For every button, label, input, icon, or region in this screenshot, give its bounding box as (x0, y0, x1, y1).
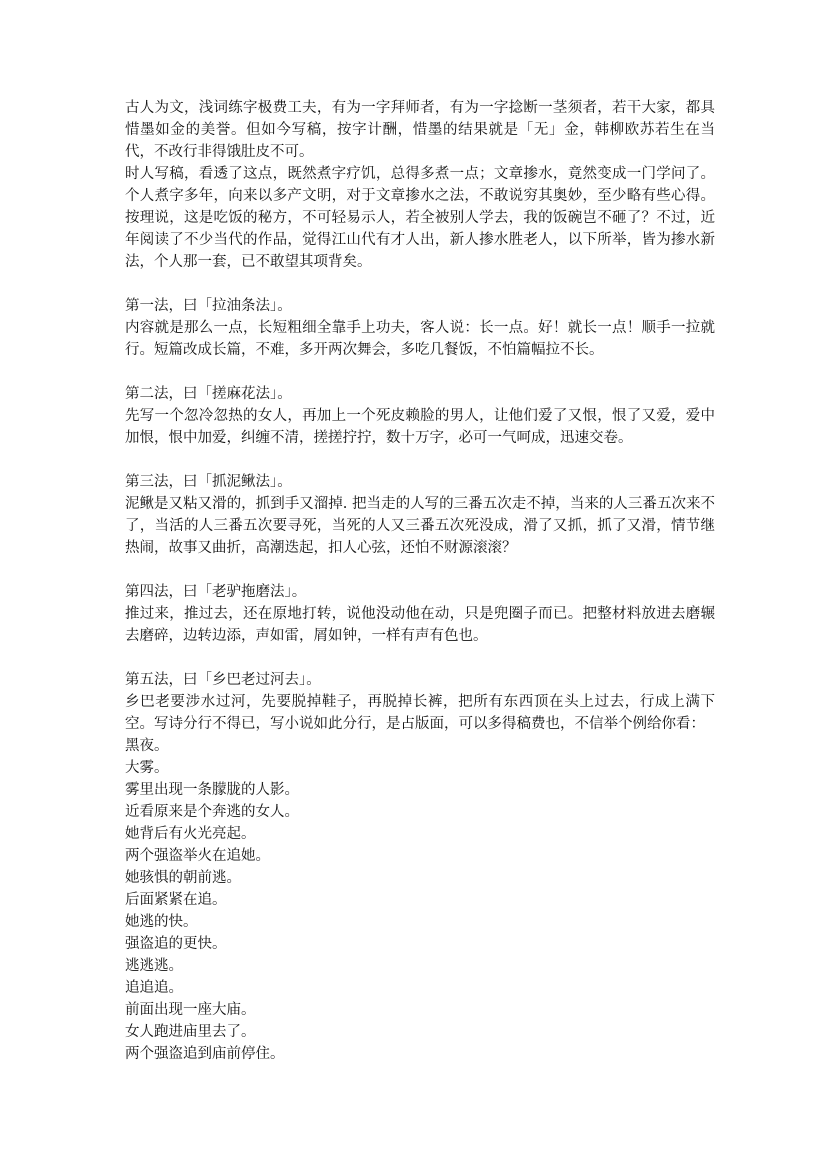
example-line: 黑夜。 (125, 738, 169, 754)
example-line: 逃逃逃。 (125, 958, 183, 974)
example-line: 她背后有火光亮起。 (125, 826, 256, 842)
section-4-title: 第四法，曰「老驴拖磨法」。 (125, 584, 307, 600)
intro-paragraph-2: 时人写稿，看透了这点，既然煮字疗饥，总得多煮一点；文章掺水，竟然变成一门学问了。个人煮字多年，向来以多产文明，对于文章掺水之法，不敢说穷其奥妙，至少略有些心得。按理说，这是吃饭的秘方，不可轻易示人，若全被别人学去，我的饭碗岂不砸了？不过，近年阅读了不少当代的作品，觉得江山代有才人出，新人掺水胜老人，以下所举，皆为掺水新法，个人那一套，已不敢望其项背矣。 (125, 166, 715, 270)
section-2-body: 先写一个忽冷忽热的女人，再加上一个死皮赖脸的男人，让他们爱了又恨，恨了又爱，爱中加恨，恨中加爱，纠缠不清，搓搓拧拧，数十万字，必可一气呵成，迅速交卷。 (125, 408, 715, 446)
example-line: 女人跑进庙里去了。 (125, 1024, 256, 1040)
example-line: 雾里出现一条朦胧的人影。 (125, 782, 299, 798)
paragraph-gap (125, 361, 715, 383)
example-verse-block (125, 735, 715, 1065)
intro-paragraph-1: 古人为文，浅词练字极费工夫，有为一字拜师者，有为一字捻断一茎须者，若干大家，都具惜墨如金的美誉。但如今写稿，按字计酬，惜墨的结果就是「无」金，韩柳欧苏若生在当代，不改行非得饿肚皮不可。 (125, 100, 715, 160)
section-1-body: 内容就是那么一点，长短粗细全靠手上功夫，客人说：长一点。好！就长一点！顺手一拉就行。短篇改成长篇，不难，多开两次舞会，多吃几餐饭，不怕篇幅拉不长。 (125, 320, 715, 358)
example-line: 近看原来是个奔逃的女人。 (125, 804, 299, 820)
document-page (125, 97, 715, 1065)
example-line: 后面紧紧在追。 (125, 892, 227, 908)
paragraph-gap (125, 449, 715, 471)
example-line: 她逃的快。 (125, 914, 198, 930)
paragraph-gap (125, 647, 715, 669)
example-line: 前面出现一座大庙。 (125, 1002, 256, 1018)
example-line: 她骇惧的朝前逃。 (125, 870, 241, 886)
example-line: 强盗追的更快。 (125, 936, 227, 952)
section-1-title: 第一法，曰「拉油条法」。 (125, 298, 292, 314)
section-5-body: 乡巴老要涉水过河，先要脱掉鞋子，再脱掉长裤，把所有东西顶在头上过去，行成上满下空。写诗分行不得已，写小说如此分行，是占版面，可以多得稿费也，不信举个例给你看： (125, 694, 715, 732)
section-2-title: 第二法，曰「搓麻花法」。 (125, 386, 292, 402)
section-3-title: 第三法，曰「抓泥鳅法」。 (125, 474, 292, 490)
paragraph-gap (125, 273, 715, 295)
section-4-body: 推过来，推过去，还在原地打转，说他没动他在动，只是兜圈子而已。把整材料放进去磨辗去磨碎，边转边添，声如雷，屑如钟，一样有声有色也。 (125, 606, 715, 644)
section-5-title: 第五法，曰「乡巴老过河去」。 (125, 672, 321, 688)
example-line: 两个强盗举火在追她。 (125, 848, 270, 864)
paragraph-gap (125, 559, 715, 581)
example-line: 两个强盗追到庙前停住。 (125, 1046, 285, 1062)
example-line: 追追追。 (125, 980, 183, 996)
example-line: 大雾。 (125, 760, 169, 776)
section-3-body: 泥鳅是又粘又滑的，抓到手又溜掉. 把当走的人写的三番五次走不掉，当来的人三番五次来不了，当活的人三番五次要寻死，当死的人又三番五次死没成，滑了又抓，抓了又滑，情节继热闹，故事又曲折，高潮迭起，扣人心弦，还怕不财源滚滚？ (125, 496, 715, 556)
